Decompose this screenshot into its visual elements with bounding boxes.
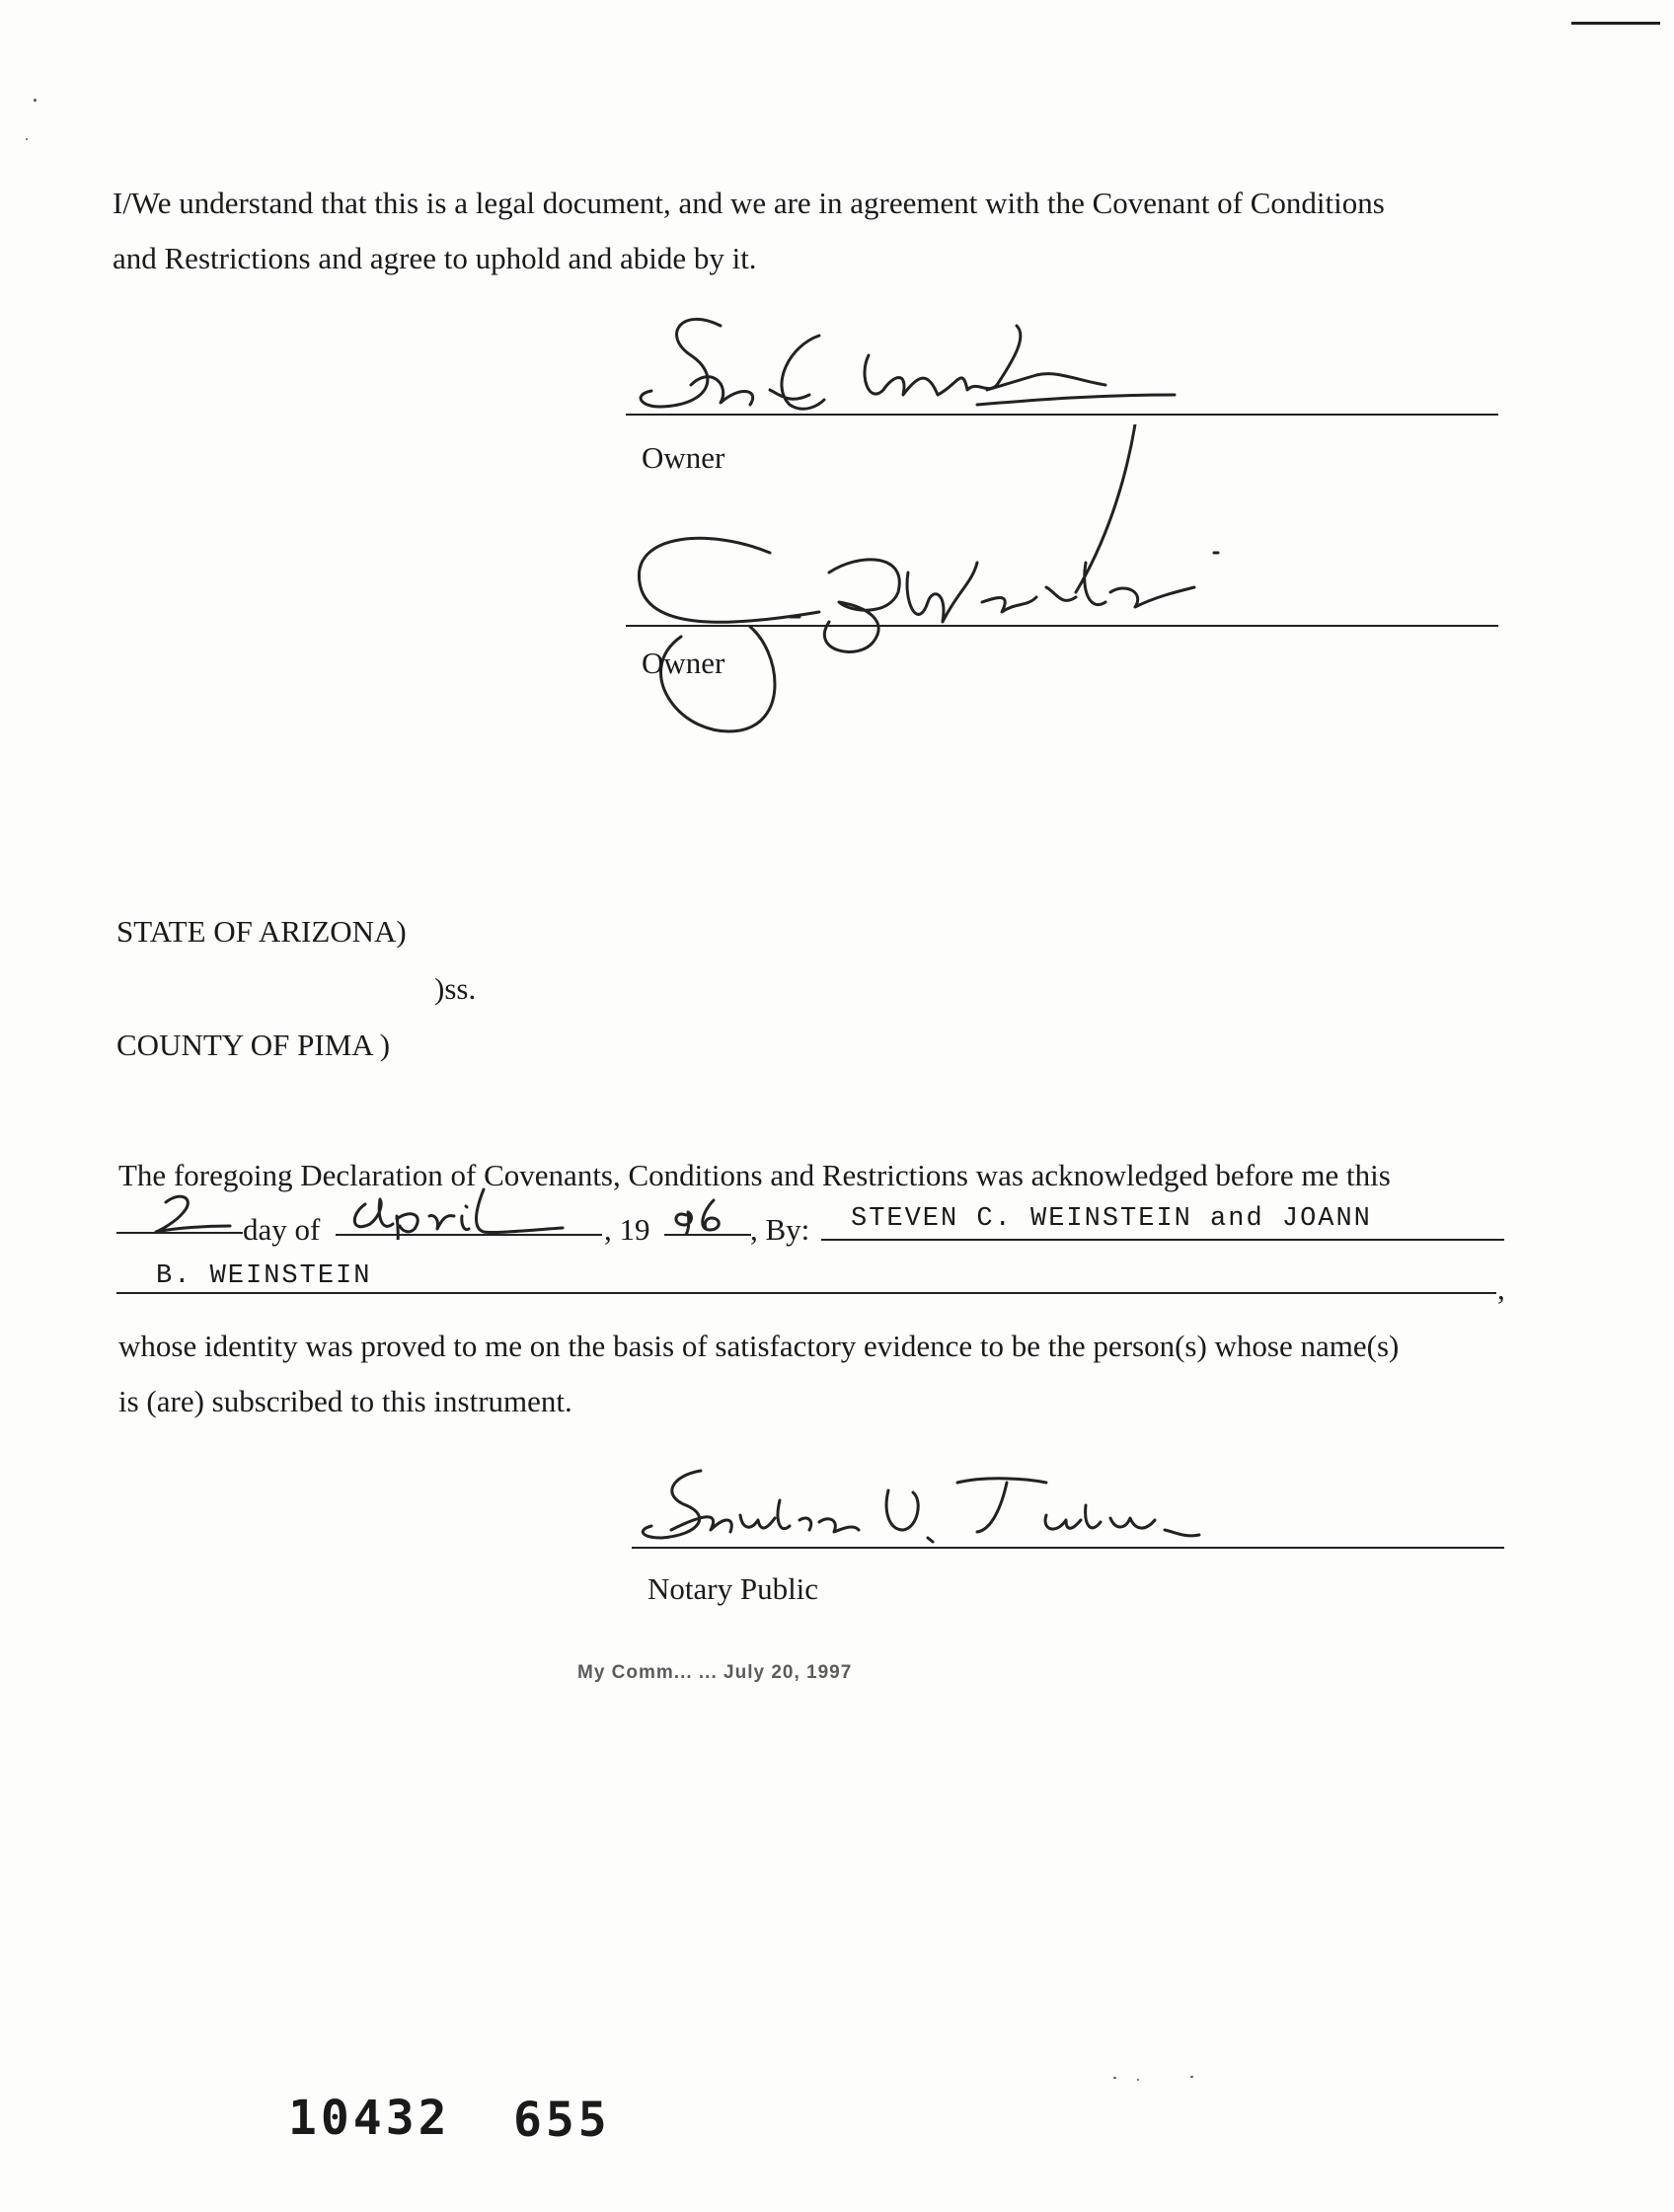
agreement-line-1: I/We understand that this is a legal document, and we are in agreement with the Covenant of Conditions (113, 186, 1385, 220)
names-line-1: STEVEN C. WEINSTEIN and JOANN (851, 1204, 1372, 1234)
venue-state: STATE OF ARIZONA) (116, 914, 407, 949)
commission-stamp: My Comm... ... July 20, 1997 (577, 1662, 853, 1683)
scan-speck (1137, 2079, 1139, 2081)
names-field-line-1 (821, 1196, 1504, 1242)
document-page-number: 655 (513, 2093, 611, 2148)
owner-1-signature-line (626, 414, 1498, 416)
proof-line-2: is (are) subscribed to this instrument. (118, 1384, 572, 1418)
venue-county: COUNTY OF PIMA ) (116, 1028, 391, 1062)
scan-speck (34, 99, 37, 102)
owner-2-signature (622, 424, 1332, 750)
names-trailing-comma: , (1497, 1271, 1505, 1306)
scan-mark (1571, 22, 1660, 25)
notary-label: Notary Public (647, 1571, 819, 1606)
year-prefix: , 19 (604, 1212, 650, 1247)
scan-speck (1113, 2077, 1116, 2079)
venue-ss: )ss. (434, 971, 477, 1006)
day-of-label: day of (243, 1212, 321, 1247)
scan-speck (1190, 2076, 1193, 2078)
year-handwritten (664, 1190, 753, 1236)
month-handwritten (336, 1184, 604, 1240)
notary-signature (632, 1461, 1263, 1550)
names-field-line-2 (116, 1248, 1500, 1297)
by-label: , By: (750, 1212, 810, 1247)
year-field (664, 1190, 753, 1236)
scan-speck (26, 138, 28, 140)
document-book-number: 10432 (288, 2091, 451, 2146)
owner-2-signature-line (626, 625, 1498, 627)
owner-1-label: Owner (642, 440, 725, 475)
names-line-2: B. WEINSTEIN (156, 1261, 372, 1291)
day-field (116, 1190, 243, 1234)
agreement-line-2: and Restrictions and agree to uphold and abide by it. (113, 241, 757, 275)
day-handwritten (136, 1190, 235, 1234)
notary-signature-line (632, 1547, 1504, 1549)
month-field (336, 1184, 604, 1236)
acknowledgment-intro: The foregoing Declaration of Covenants, Conditions and Restrictions was acknowledged before me this (118, 1158, 1391, 1192)
names-underline-2 (116, 1292, 1496, 1294)
proof-line-1: whose identity was proved to me on the basis of satisfactory evidence to be the person(s) whose name(s) (118, 1329, 1400, 1363)
owner-1-signature (622, 296, 1332, 424)
owner-2-label: Owner (642, 646, 725, 680)
names-underline-1 (821, 1239, 1504, 1241)
